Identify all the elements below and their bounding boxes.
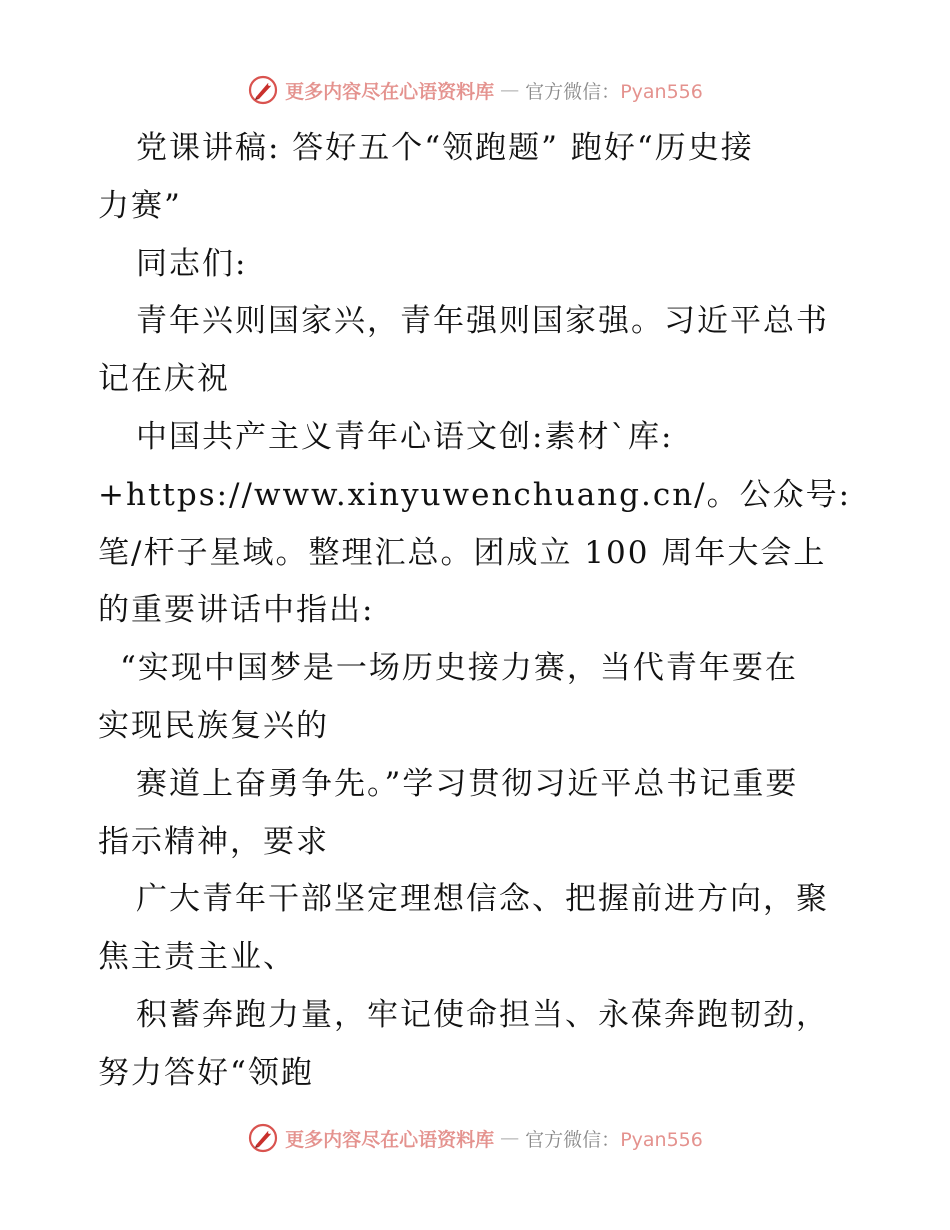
doc-paragraph-line: 实现民族复兴的 bbox=[98, 707, 329, 744]
doc-paragraph-line: 赛道上奋勇争先。”学习贯彻习近平总书记重要 bbox=[136, 765, 799, 802]
banner-wechat bbox=[525, 1125, 703, 1152]
banner-wechat-label: 官方微信： bbox=[525, 1128, 621, 1151]
doc-paragraph-line: “实现中国梦是一场历史接力赛，当代青年要在 bbox=[120, 650, 798, 687]
banner-wechat-id: Pyan556 bbox=[620, 1128, 703, 1151]
document-body bbox=[98, 120, 858, 1103]
doc-paragraph-line: 努力答好“领跑 bbox=[98, 1054, 314, 1091]
banner-separator: — bbox=[500, 79, 520, 101]
doc-paragraph-line: 记在庆祝 bbox=[98, 361, 230, 398]
header-banner bbox=[0, 70, 950, 110]
banner-separator: — bbox=[500, 1127, 520, 1149]
footer-banner bbox=[0, 1118, 950, 1158]
doc-paragraph-line: 青年兴则国家兴，青年强则国家强。习近平总书 bbox=[136, 303, 829, 340]
banner-site-text: 更多内容尽在心语资料库 bbox=[285, 80, 495, 103]
doc-salutation: 同志们: bbox=[136, 245, 248, 282]
banner-wechat bbox=[525, 77, 703, 104]
banner-site-text: 更多内容尽在心语资料库 bbox=[285, 1128, 495, 1151]
doc-title-line-1: 党课讲稿: 答好五个“领跑题” 跑好“历史接 bbox=[136, 130, 754, 166]
doc-paragraph-line: 中国共产主义青年心语文创:素材`库: bbox=[136, 418, 674, 455]
doc-title-line-2: 力赛” bbox=[98, 187, 182, 224]
banner-wechat-id: Pyan556 bbox=[620, 80, 703, 103]
doc-paragraph-line: 焦主责主业、 bbox=[98, 939, 296, 976]
doc-paragraph-line: 指示精神，要求 bbox=[98, 823, 329, 860]
doc-paragraph-line: 广大青年干部坚定理想信念、把握前进方向，聚 bbox=[136, 881, 829, 918]
pen-logo-icon bbox=[247, 1122, 279, 1154]
pen-logo-icon bbox=[247, 74, 279, 106]
doc-paragraph-line: +https://www.xinyuwenchuang.cn/。公众号: bbox=[98, 476, 852, 513]
banner-wechat-label: 官方微信： bbox=[525, 80, 621, 103]
doc-paragraph-line: 笔/杆子星域。整理汇总。团成立 100 周年大会上 bbox=[98, 534, 827, 571]
doc-paragraph-line: 积蓄奔跑力量，牢记使命担当、永葆奔跑韧劲， bbox=[136, 996, 829, 1033]
doc-paragraph-line: 的重要讲话中指出: bbox=[98, 592, 375, 629]
